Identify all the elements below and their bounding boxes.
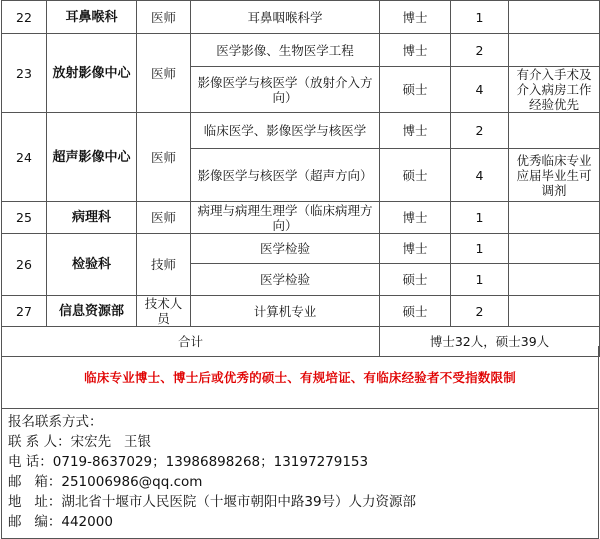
contact-box [1,408,599,539]
major: 医学检验 [191,234,380,264]
note-box [1,346,599,409]
table-row [2,234,600,264]
degree: 硕士 [380,67,451,113]
post: 医师 [137,34,191,113]
degree: 博士 [380,1,451,34]
major: 耳鼻咽喉科学 [191,1,380,34]
count: 1 [451,234,509,264]
degree: 博士 [380,234,451,264]
row-number: 27 [2,296,47,327]
table-row [2,296,600,327]
table-row [2,1,600,34]
post: 医师 [137,113,191,202]
degree: 博士 [380,34,451,67]
table-row [2,34,600,67]
count: 1 [451,202,509,234]
count: 1 [451,264,509,296]
remark [509,34,600,67]
department: 耳鼻喉科 [47,1,137,34]
major: 医学影像、生物医学工程 [191,34,380,67]
post: 技师 [137,234,191,296]
total-label: 合计 [2,327,380,357]
department: 病理科 [47,202,137,234]
note-text: 临床专业博士、博士后或优秀的硕士、有规培证、有临床经验者不受指数限制 [84,370,516,385]
department: 检验科 [47,234,137,296]
count: 2 [451,296,509,327]
major: 临床医学、影像医学与核医学 [191,113,380,149]
remark [509,1,600,34]
remark [509,202,600,234]
degree: 硕士 [380,296,451,327]
remark: 优秀临床专业应届毕业生可调剂 [509,149,600,202]
table-row [2,113,600,149]
row-number: 25 [2,202,47,234]
remark [509,296,600,327]
major: 病理与病理生理学（临床病理方向） [191,202,380,234]
remark [509,264,600,296]
row-number: 24 [2,113,47,202]
major: 医学检验 [191,264,380,296]
degree: 硕士 [380,264,451,296]
row-number: 22 [2,1,47,34]
count: 1 [451,1,509,34]
post: 医师 [137,1,191,34]
major: 计算机专业 [191,296,380,327]
contact-postcode: 邮 编：442000 [8,514,113,530]
department: 信息资源部 [47,296,137,327]
remark [509,234,600,264]
contact-heading: 报名联系方式： [8,414,103,430]
contact-phone: 电 话：0719-8637029；13986898268；13197279153 [8,454,369,470]
row-number: 26 [2,234,47,296]
contact-email: 邮 箱：251006986@qq.com [8,474,203,490]
post: 医师 [137,202,191,234]
remark [509,113,600,149]
major: 影像医学与核医学（超声方向） [191,149,380,202]
contact-address: 地 址：湖北省十堰市人民医院（十堰市朝阳中路39号）人力资源部 [8,494,417,510]
contact-person: 联 系 人：宋宏先 王银 [8,434,151,450]
department: 放射影像中心 [47,34,137,113]
degree: 博士 [380,202,451,234]
count: 2 [451,113,509,149]
positions-table [1,0,600,357]
department: 超声影像中心 [47,113,137,202]
row-number: 23 [2,34,47,113]
major: 影像医学与核医学（放射介入方向） [191,67,380,113]
count: 4 [451,67,509,113]
total-value: 博士32人，硕士39人 [380,327,600,357]
remark: 有介入手术及介入病房工作经验优先 [509,67,600,113]
degree: 硕士 [380,149,451,202]
count: 4 [451,149,509,202]
table-row [2,202,600,234]
count: 2 [451,34,509,67]
post: 技术人员 [137,296,191,327]
degree: 博士 [380,113,451,149]
